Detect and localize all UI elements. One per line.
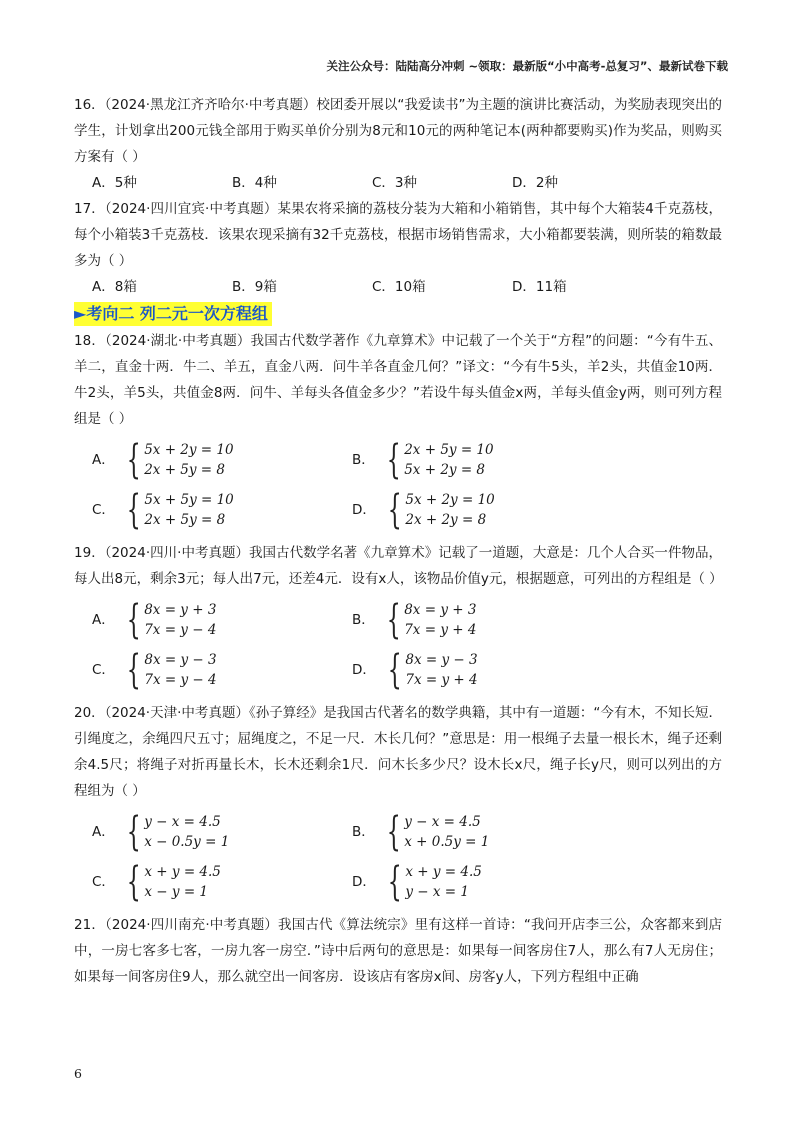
equation-system	[382, 859, 482, 905]
option-letter: C．	[92, 874, 115, 890]
section-heading	[74, 302, 272, 326]
equation: 8x = y − 3	[405, 652, 478, 668]
brace-icon: {	[386, 809, 401, 855]
equation: 7x = y + 4	[405, 672, 478, 688]
option-letter: D．	[352, 874, 376, 890]
equation: 8x = y + 3	[404, 602, 477, 618]
equation-system	[381, 809, 490, 855]
question-20-option-a[interactable]	[92, 809, 352, 855]
option-letter: A．	[92, 612, 115, 628]
section-title: 考向二 列二元一次方程组	[86, 304, 268, 323]
equation: x − 0.5y = 1	[144, 834, 230, 850]
question-16-option-d[interactable]: D．2种	[512, 175, 558, 191]
question-17-option-b[interactable]: B．9箱	[232, 279, 277, 295]
question-20-options-row-2	[74, 859, 722, 905]
question-19-text: 19．（2024·四川·中考真题）我国古代数学名著《九章算术》记载了一道题，大意是：几个人合买一件物品，每人出8元，剩余3元；每人出7元，还差4元．设有x人，该物品价值y元，根据题意，可列出的方程组是（ ）	[74, 545, 723, 587]
equation: 5x + 2y = 10	[144, 442, 234, 458]
question-18-options-row-2	[74, 487, 722, 533]
question-16-option-b[interactable]: B．4种	[232, 175, 277, 191]
brace-icon: {	[387, 859, 402, 905]
equation: 5x + 2y = 8	[404, 462, 486, 478]
equation-system	[381, 437, 494, 483]
question-19-option-c[interactable]	[92, 647, 352, 693]
triangle-marker-icon: ►	[74, 304, 87, 323]
option-letter: D．	[352, 662, 376, 678]
question-20-option-d[interactable]	[352, 859, 612, 905]
option-letter: C．	[92, 502, 115, 518]
question-19-option-d[interactable]	[352, 647, 612, 693]
option-letter: B．	[352, 824, 375, 840]
brace-icon: {	[386, 437, 401, 483]
equation-system	[382, 647, 478, 693]
equation: y − x = 4.5	[144, 814, 221, 830]
brace-icon: {	[387, 647, 402, 693]
equation: 7x = y − 4	[144, 672, 217, 688]
question-19-options-row-2	[74, 647, 722, 693]
option-letter: B．	[352, 612, 375, 628]
equation-system	[121, 487, 234, 533]
question-19-options-row-1	[74, 597, 722, 643]
question-17-option-a[interactable]: A．8箱	[92, 279, 137, 295]
option-letter: D．	[352, 502, 376, 518]
equation: 7x = y + 4	[404, 622, 477, 638]
page-header: 关注公众号：陆陆高分冲刺 ~领取：最新版“小中高考-总复习”、最新试卷下载	[326, 59, 728, 73]
question-18-option-a[interactable]	[92, 437, 352, 483]
question-17-option-c[interactable]: C．10箱	[372, 279, 426, 295]
question-18-option-d[interactable]	[352, 487, 612, 533]
equation: 8x = y − 3	[144, 652, 217, 668]
equation-system	[121, 859, 221, 905]
question-18-option-b[interactable]	[352, 437, 612, 483]
page-number: 6	[74, 1066, 82, 1081]
brace-icon: {	[126, 647, 141, 693]
question-18-options-row-1	[74, 437, 722, 483]
equation-system	[381, 597, 477, 643]
equation: 2x + 2y = 8	[405, 512, 487, 528]
equation-system	[121, 809, 230, 855]
equation: x − y = 1	[144, 884, 209, 900]
question-16-options	[74, 170, 722, 196]
equation-system	[121, 597, 217, 643]
question-17-options	[74, 274, 722, 300]
page-content	[74, 92, 722, 990]
equation: 2x + 5y = 8	[144, 462, 225, 478]
equation: 2x + 5y = 8	[144, 512, 226, 528]
question-16-option-a[interactable]: A．5种	[92, 175, 137, 191]
equation-system	[121, 437, 234, 483]
equation: 5x + 5y = 10	[144, 492, 234, 508]
equation: x + y = 4.5	[144, 864, 221, 880]
brace-icon: {	[126, 487, 141, 533]
equation: 2x + 5y = 10	[404, 442, 494, 458]
question-16-option-c[interactable]: C．3种	[372, 175, 418, 191]
question-20-options-row-1	[74, 809, 722, 855]
equation: 5x + 2y = 10	[405, 492, 495, 508]
question-20-option-b[interactable]	[352, 809, 612, 855]
brace-icon: {	[386, 597, 401, 643]
question-21-text: 21．（2024·四川南充·中考真题）我国古代《算法统宗》里有这样一首诗：“我问开店李三公，众客都来到店中，一房七客多七客，一房九客一房空．”诗中后两句的意思是：如果每一间客房住7人，那么有7人无房住；如果每一间客房住9人，那么就空出一间客房．设该店有客房x间、房客y人，下列方程组中正确	[74, 917, 722, 985]
equation-system	[121, 647, 217, 693]
question-18-text: 18．（2024·湖北·中考真题）我国古代数学著作《九章算术》中记载了一个关于“方程”的问题：“今有牛五、羊二，直金十两．牛二、羊五，直金八两．问牛羊各直金几何？”译文：“今有牛5头，羊2头，共值金10两．牛2头，羊5头，共值金8两．问牛、羊每头各值金多少？”若设牛每头值金x两，羊每头值金y两，则可列方程组是（ ）	[74, 333, 722, 427]
question-17-text: 17．（2024·四川宜宾·中考真题）某果农将采摘的荔枝分装为大箱和小箱销售，其中每个大箱装4千克荔枝，每个小箱装3千克荔枝．该果农现采摘有32千克荔枝，根据市场销售需求，大小箱都要装满，则所装的箱数最多为（ ）	[74, 201, 722, 269]
option-letter: C．	[92, 662, 115, 678]
equation: 8x = y + 3	[144, 602, 217, 618]
option-letter: B．	[352, 452, 375, 468]
equation: x + y = 4.5	[405, 864, 482, 880]
brace-icon: {	[126, 809, 141, 855]
brace-icon: {	[126, 859, 141, 905]
question-16-text: 16．（2024·黑龙江齐齐哈尔·中考真题）校团委开展以“我爱读书”为主题的演讲比赛活动，为奖励表现突出的学生，计划拿出200元钱全部用于购买单价分别为8元和10元的两种笔记本(两种都要购买)作为奖品，则购买方案有（ ）	[74, 97, 722, 165]
equation-system	[382, 487, 495, 533]
question-19-option-b[interactable]	[352, 597, 612, 643]
question-17-option-d[interactable]: D．11箱	[512, 279, 567, 295]
brace-icon: {	[387, 487, 402, 533]
equation: y − x = 4.5	[404, 814, 481, 830]
equation: 7x = y − 4	[144, 622, 217, 638]
option-letter: A．	[92, 452, 115, 468]
equation: y − x = 1	[405, 884, 469, 900]
brace-icon: {	[126, 597, 141, 643]
question-20-option-c[interactable]	[92, 859, 352, 905]
question-19-option-a[interactable]	[92, 597, 352, 643]
question-18-option-c[interactable]	[92, 487, 352, 533]
equation: x + 0.5y = 1	[404, 834, 490, 850]
brace-icon: {	[126, 437, 141, 483]
option-letter: A．	[92, 824, 115, 840]
question-20-text: 20．（2024·天津·中考真题）《孙子算经》是我国古代著名的数学典籍，其中有一道题：“今有木，不知长短．引绳度之，余绳四尺五寸；屈绳度之，不足一尺．木长几何？”意思是：用一根绳子去量一根长木，绳子还剩余4.5尺；将绳子对折再量长木，长木还剩余1尺．问木长多少尺？设木长x尺，绳子长y尺，则可以列出的方程组为（ ）	[74, 705, 722, 799]
